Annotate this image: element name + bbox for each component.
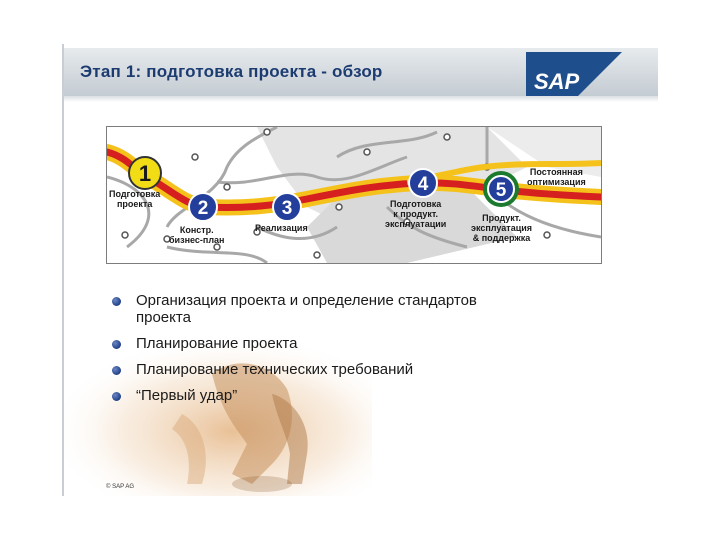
bullet-dot-icon bbox=[112, 366, 121, 375]
step-4-marker bbox=[409, 169, 437, 197]
left-rule bbox=[62, 44, 64, 496]
step-3-label: Реализация bbox=[255, 223, 308, 233]
slide bbox=[62, 44, 658, 496]
header-bar bbox=[62, 48, 658, 96]
step-4-label: Подготовка к продукт. эксплуатации bbox=[385, 199, 447, 229]
step-5-marker bbox=[483, 171, 519, 207]
sap-logo bbox=[526, 52, 622, 100]
bullet-dot-icon bbox=[112, 392, 121, 401]
step-5-label: Продукт. эксплуатация & поддержка bbox=[471, 213, 533, 243]
bullet-dot-icon bbox=[112, 297, 121, 306]
step-5-number: 5 bbox=[495, 180, 507, 201]
continuous-optimization-label: Постоянная оптимизация bbox=[527, 167, 586, 187]
header-shade bbox=[62, 96, 658, 102]
bullet-item: Организация проекта и определение стандартов проекта bbox=[110, 292, 590, 326]
sap-logo-text: SAP bbox=[534, 69, 580, 94]
step-2-number: 2 bbox=[197, 198, 209, 219]
step-4-number: 4 bbox=[417, 174, 429, 195]
step-2-label: Констр. бизнес-план bbox=[169, 225, 225, 245]
step-1-number: 1 bbox=[138, 161, 152, 186]
slide-title: Этап 1: подготовка проекта - обзор bbox=[80, 62, 383, 81]
step-3-marker bbox=[273, 193, 301, 221]
bullet-item: “Первый удар” bbox=[110, 387, 590, 404]
step-3-number: 3 bbox=[281, 198, 293, 219]
step-1-label: Подготовка проекта bbox=[109, 189, 161, 209]
bullet-list bbox=[110, 292, 590, 413]
step-2-marker bbox=[189, 193, 217, 221]
copyright: © SAP AG bbox=[106, 484, 134, 490]
bullet-item: Планирование проекта bbox=[110, 335, 590, 352]
bullet-item: Планирование технических требований bbox=[110, 361, 590, 378]
bullet-dot-icon bbox=[112, 340, 121, 349]
roadmap bbox=[106, 126, 602, 264]
step-1-marker bbox=[129, 157, 161, 189]
